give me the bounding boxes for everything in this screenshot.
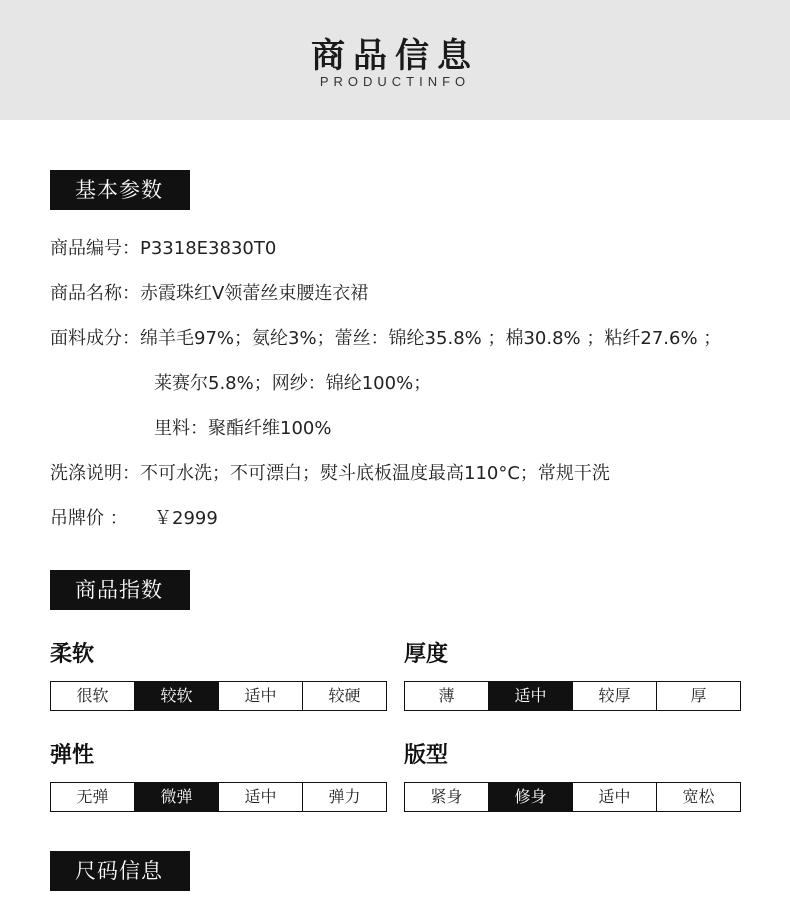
param-key: 商品编号： bbox=[50, 238, 140, 259]
param-value: 赤霞珠红V领蕾丝束腰连衣裙 bbox=[140, 283, 369, 304]
param-key: 商品名称： bbox=[50, 283, 140, 304]
fabric-line-3: 里料：聚酯纤维100% bbox=[154, 418, 332, 439]
page-subtitle: PRODUCTINFO bbox=[319, 74, 471, 89]
scale-option: 薄 bbox=[405, 682, 489, 710]
param-value: 不可水洗；不可漂白；熨斗底板温度最高110°C；常规干洗 bbox=[140, 463, 610, 484]
param-key: 洗涤说明： bbox=[50, 463, 140, 484]
scale-option: 弹力 bbox=[303, 783, 386, 811]
index-title-fit: 版型 bbox=[404, 743, 449, 768]
scale-option: 厚 bbox=[657, 682, 740, 710]
header-banner bbox=[0, 0, 790, 120]
scale-option: 适中 bbox=[489, 682, 573, 710]
section-tag-basic: 基本参数 bbox=[50, 170, 190, 210]
scale-option: 较硬 bbox=[303, 682, 386, 710]
param-key: 吊牌价 ： bbox=[50, 508, 128, 529]
scale-option: 适中 bbox=[219, 783, 303, 811]
page-title: 商品信息 bbox=[311, 36, 479, 76]
section-tag-index: 商品指数 bbox=[50, 570, 190, 610]
scale-option: 无弹 bbox=[51, 783, 135, 811]
fabric-line-2: 莱赛尔5.8%；网纱：锦纶100%； bbox=[154, 373, 432, 394]
softness-scale bbox=[50, 681, 387, 711]
section-tag-size: 尺码信息 bbox=[50, 851, 190, 891]
scale-option: 适中 bbox=[573, 783, 657, 811]
scale-option: 较厚 bbox=[573, 682, 657, 710]
scale-option: 微弹 bbox=[135, 783, 219, 811]
elasticity-scale bbox=[50, 782, 387, 812]
param-row-name bbox=[50, 282, 368, 306]
scale-option: 适中 bbox=[219, 682, 303, 710]
param-value: 绵羊毛97%；氨纶3%；蕾丝：锦纶35.8% ；棉30.8% ；粘纤27.6% ； bbox=[140, 328, 722, 349]
param-row-code bbox=[50, 237, 276, 261]
scale-option: 紧身 bbox=[405, 783, 489, 811]
scale-option: 较软 bbox=[135, 682, 219, 710]
param-row-fabric bbox=[50, 327, 721, 351]
index-title-elasticity: 弹性 bbox=[50, 743, 95, 768]
scale-option: 宽松 bbox=[657, 783, 740, 811]
param-value: ￥2999 bbox=[154, 508, 218, 529]
thickness-scale bbox=[404, 681, 741, 711]
scale-option: 很软 bbox=[51, 682, 135, 710]
scale-option: 修身 bbox=[489, 783, 573, 811]
param-key: 面料成分： bbox=[50, 328, 140, 349]
index-title-softness: 柔软 bbox=[50, 642, 95, 667]
index-title-thickness: 厚度 bbox=[404, 642, 449, 667]
param-value: P3318E3830T0 bbox=[140, 238, 277, 259]
fit-scale bbox=[404, 782, 741, 812]
param-row-price bbox=[50, 507, 218, 531]
param-row-wash bbox=[50, 462, 610, 486]
